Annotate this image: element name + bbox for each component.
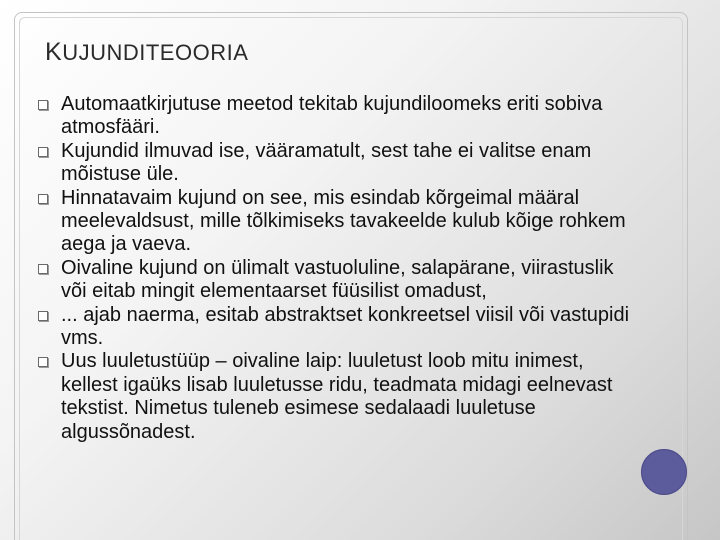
slide-title — [45, 38, 248, 67]
bullet-text: Kujundid ilmuvad ise, vääramatult, sest tahe ei valitse enam mõistuse üle. — [61, 139, 592, 186]
bullet-item — [38, 187, 643, 257]
bullet-item — [38, 350, 643, 444]
slide-title-initial: K — [45, 38, 63, 66]
bullet-text: Hinnatavaim kujund on see, mis esindab kõrgeimal määral meelevaldsust, mille tõlkimiseks tavakeelde kulub kõige rohkem aega ja vaeva. — [61, 186, 626, 256]
bullet-item — [38, 140, 643, 187]
bullet-item — [38, 304, 643, 351]
bullet-text: Oivaline kujund on ülimalt vastuoluline, salapärane, viirastuslik või eitab mingit elementaarset füüsilist omadust, — [61, 256, 614, 303]
bullet-item — [38, 93, 643, 140]
square-bullet-icon — [38, 100, 48, 110]
bullet-text: Automaatkirjutuse meetod tekitab kujundiloomeks eriti sobiva atmosfääri. — [61, 93, 603, 139]
square-bullet-icon — [38, 311, 48, 321]
square-bullet-icon — [38, 357, 48, 367]
bullet-text: Uus luuletustüüp – oivaline laip: luuletust loob mitu inimest, kellest igaüks lisab luuletusse ridu, teadmata midagi eelnevast tekstist. Nimetus tuleneb esimese sedalaadi luuletuse algussõnadest. — [61, 350, 613, 443]
slide-title-rest: UJUNDITEOORIA — [62, 40, 249, 65]
square-bullet-icon — [38, 264, 48, 274]
bullet-list — [38, 93, 643, 444]
square-bullet-icon — [38, 147, 48, 157]
bullet-text: ... ajab naerma, esitab abstraktset konkreetsel viisil või vastupidi vms. — [61, 303, 630, 350]
square-bullet-icon — [38, 194, 48, 204]
bullet-item — [38, 257, 643, 304]
decorative-circle — [641, 449, 687, 495]
